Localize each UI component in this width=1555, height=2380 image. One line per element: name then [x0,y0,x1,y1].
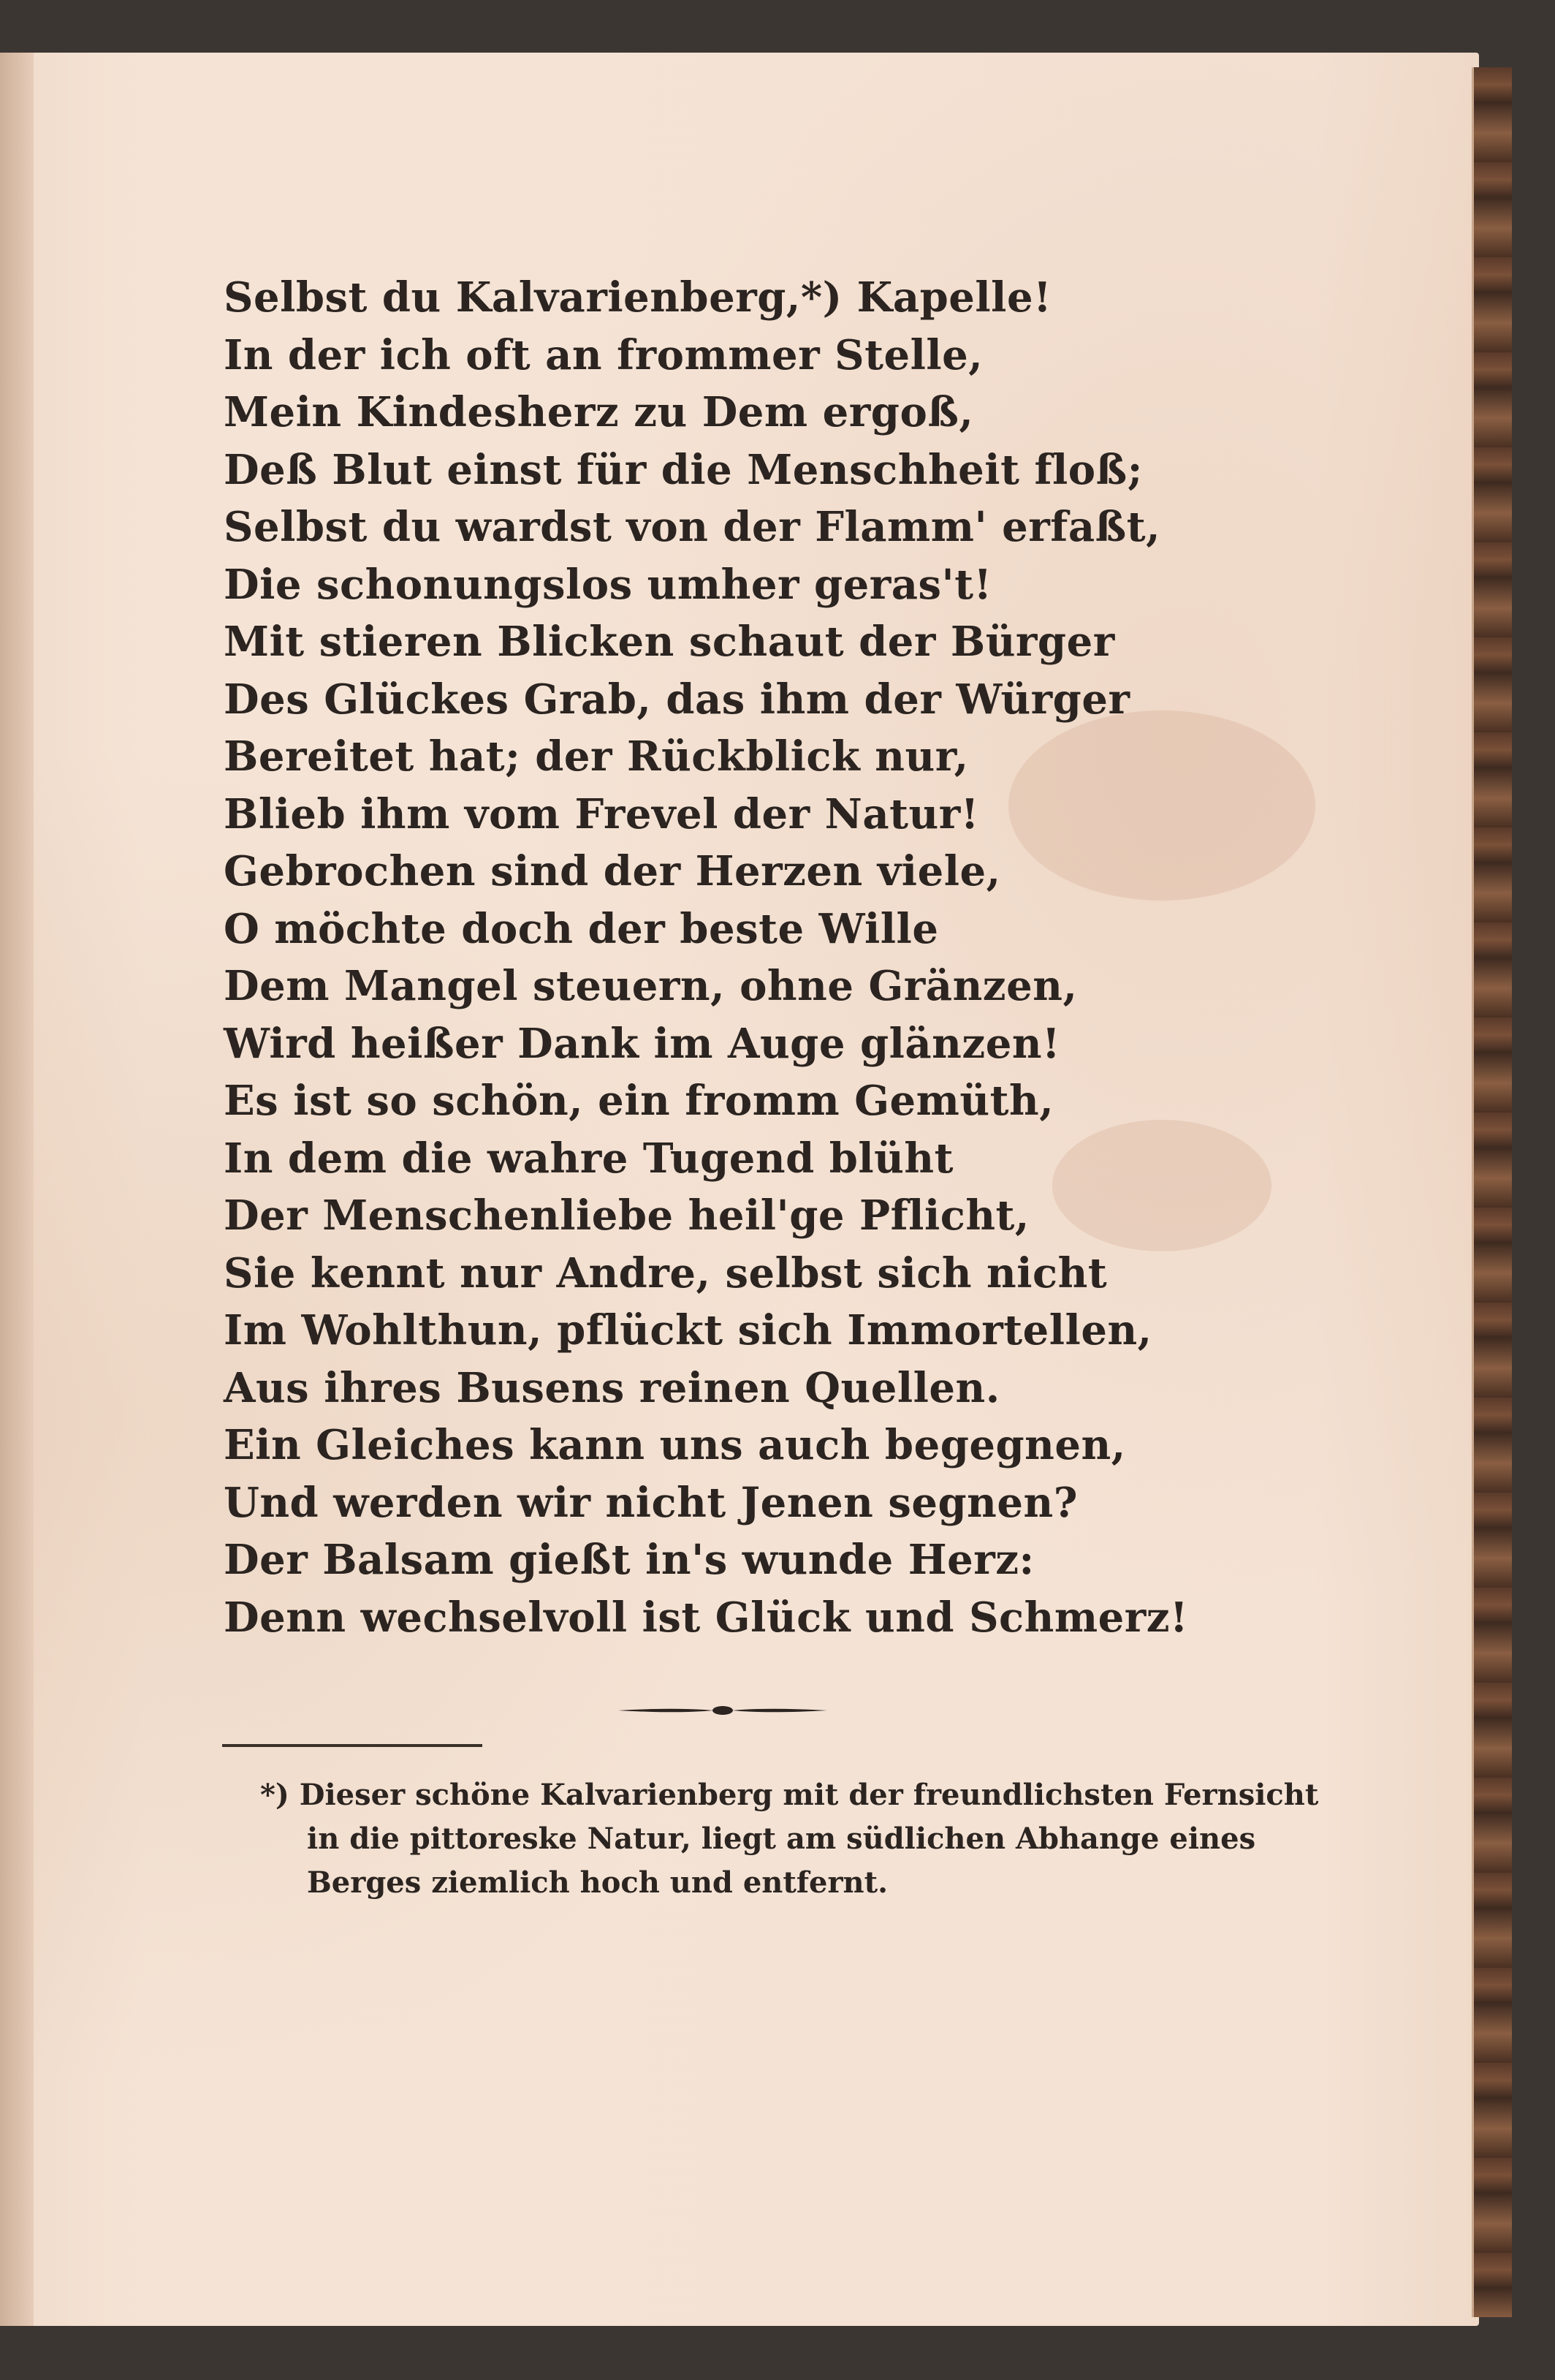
poem-line: Mein Kindesherz zu Dem ergoß, [224,388,974,436]
book-cover-edge [1472,67,1512,2317]
poem-line: Gebrochen sind der Herzen viele, [224,847,1001,895]
poem-line: Denn wechselvoll ist Glück und Schmerz! [224,1593,1189,1642]
poem-line: Und werden wir nicht Jenen segnen? [224,1478,1079,1527]
footnote-line [260,1773,1319,1817]
poem-line: Im Wohlthun, pflückt sich Immortellen, [224,1306,1152,1354]
poem-line: In dem die wahre Tugend blüht [224,1134,954,1183]
poem-line: Blieb ihm vom Frevel der Natur! [224,789,979,838]
poem-line: Wird heißer Dank im Auge glänzen! [224,1019,1061,1068]
footnote [260,1773,1319,1905]
poem-line: Die schonungslos umher geras't! [224,560,992,609]
poem-line: Des Glückes Grab, das ihm der Würger [224,675,1130,724]
poem-text [224,269,1247,1646]
footnote-text-1: Dieser schöne Kalvarienberg mit der freundlichsten Fernsicht [299,1778,1319,1812]
poem-line: Deß Blut einst für die Menschheit floß; [224,445,1143,494]
poem-line: Selbst du wardst von der Flamm' erfaßt, [224,503,1161,551]
footnote-rule [222,1744,482,1747]
poem-line: Aus ihres Busens reinen Quellen. [224,1363,1000,1412]
poem-line: Der Balsam gießt in's wunde Herz: [224,1536,1035,1584]
poem-line: Selbst du Kalvarienberg,*) Kapelle! [224,273,1052,322]
poem-line: Bereitet hat; der Rückblick nur, [224,732,969,781]
poem-line: Mit stieren Blicken schaut der Bürger [224,618,1115,666]
footnote-text-2: in die pittoreske Natur, liegt am südlichen Abhange eines [307,1822,1256,1856]
poem-verse [224,269,1247,1646]
footnote-marker: *) [260,1778,289,1812]
poem-line: O möchte doch der beste Wille [224,904,939,953]
poem-line: Ein Gleiches kann uns auch begegnen, [224,1421,1126,1469]
poem-line: Sie kennt nur Andre, selbst sich nicht [224,1248,1108,1297]
poem-line: Es ist so schön, ein fromm Gemüth, [224,1077,1054,1125]
footnote-text-3: Berges ziemlich hoch und entfernt. [307,1865,889,1900]
poem-line: In der ich oft an frommer Stelle, [224,330,984,379]
poem-line: Dem Mangel steuern, ohne Gränzen, [224,962,1078,1010]
ornament-divider [618,1703,827,1718]
poem-line: Der Menschenliebe heil'ge Pflicht, [224,1191,1030,1240]
book-gutter [0,53,34,2326]
